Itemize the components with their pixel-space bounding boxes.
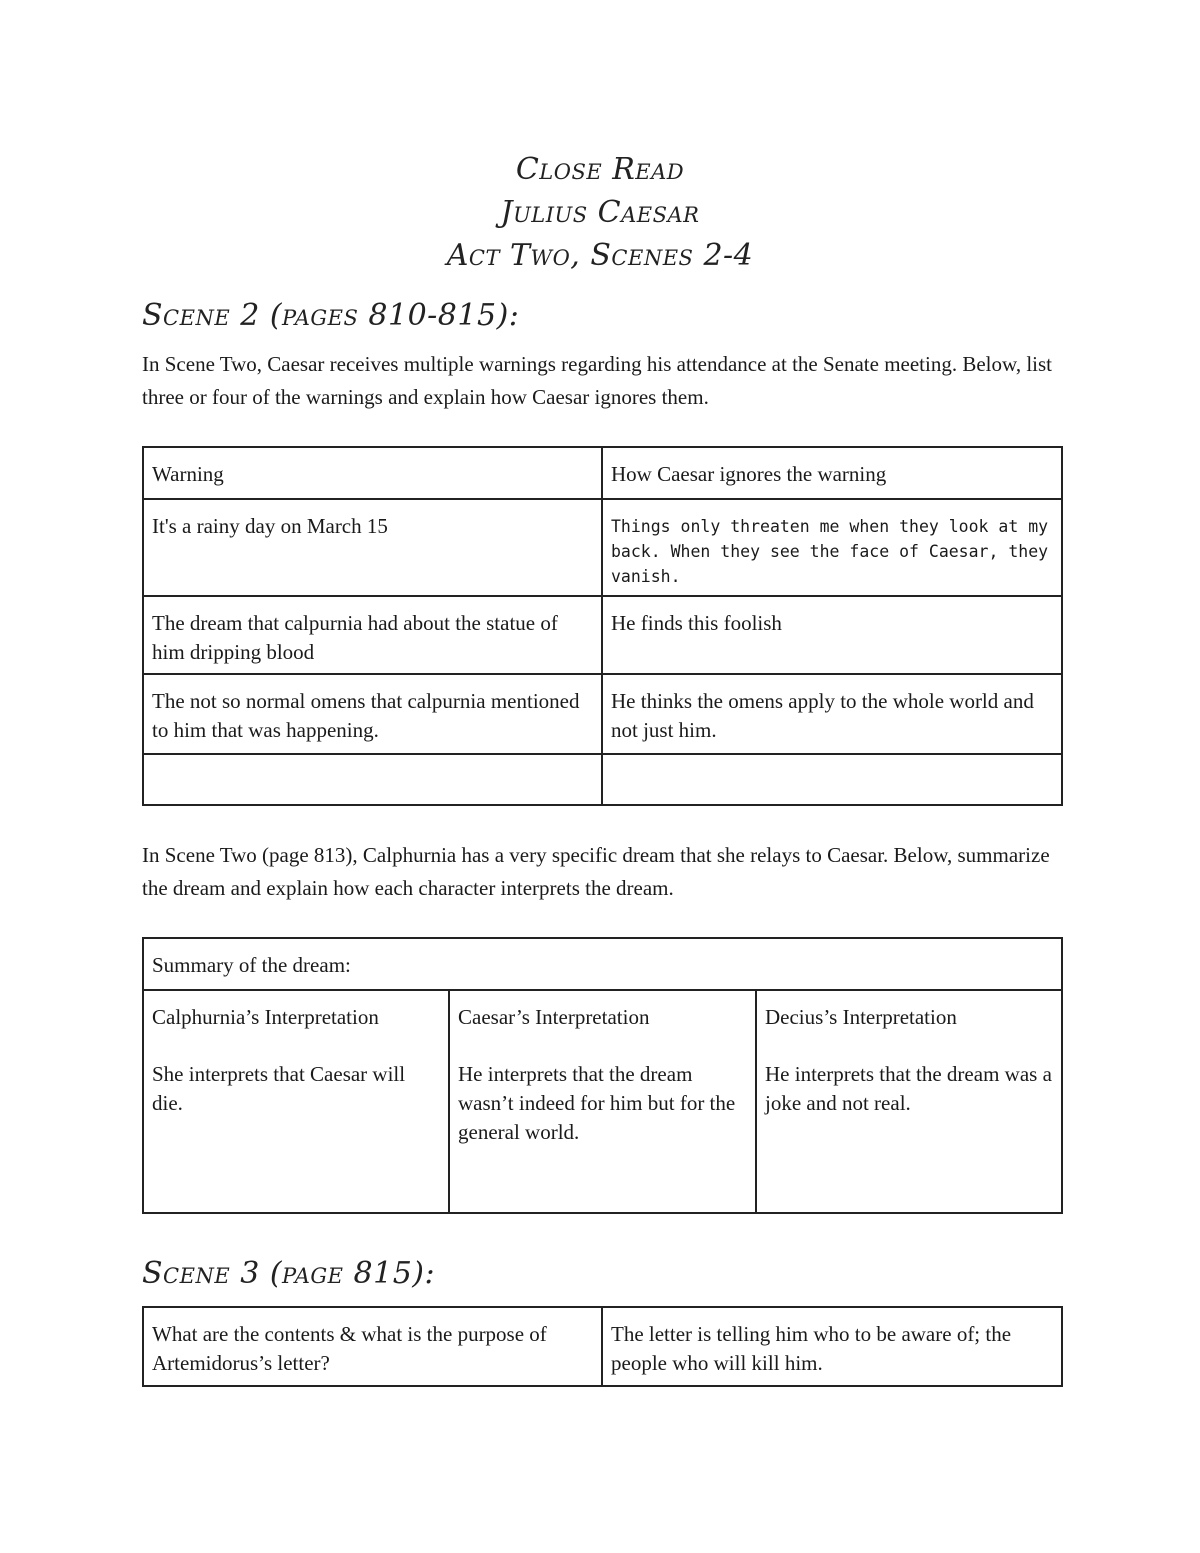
table-row [143, 754, 1062, 805]
title-line-3: Act Two, Scenes 2-4 [446, 238, 754, 273]
scene-2-intro: In Scene Two, Caesar receives multiple warnings regarding his attendance at the Senate meeting. Below, list three or four of the warnings and explain how Caesar ignores them. [142, 352, 1052, 409]
scene-2-heading: Scene 2 (pages 810-815): [142, 298, 520, 333]
interpretations-row [143, 990, 1062, 1213]
table-row [143, 674, 1062, 754]
table-header-row [143, 447, 1062, 499]
dream-summary-row [143, 938, 1062, 990]
warning-header: Warning [143, 447, 602, 499]
caesar-interpretation-cell[interactable] [449, 990, 756, 1213]
warning-cell[interactable]: The dream that calpurnia had about the statue of him dripping blood [143, 596, 602, 674]
artemidorus-table [142, 1306, 1063, 1387]
title-line-2: Julius Caesar [500, 195, 700, 230]
table-row [143, 596, 1062, 674]
scene-3-heading: Scene 3 (page 815): [142, 1256, 436, 1291]
warning-cell[interactable] [143, 754, 602, 805]
table-row [143, 1307, 1062, 1386]
decius-interpretation-label: Decius’s Interpretation [765, 1005, 957, 1029]
ignore-cell[interactable] [602, 754, 1062, 805]
dream-intro: In Scene Two (page 813), Calphurnia has a very specific dream that she relays to Caesar. Below, summarize the dream and explain how each character interprets the dream. [142, 843, 1050, 900]
title-line-1: Close Read [515, 152, 685, 187]
calphurnia-interpretation-label: Calphurnia’s Interpretation [152, 1005, 379, 1029]
ignore-header: How Caesar ignores the warning [602, 447, 1062, 499]
ignore-cell[interactable]: He thinks the omens apply to the whole world and not just him. [602, 674, 1062, 754]
decius-interpretation-cell[interactable] [756, 990, 1062, 1213]
warning-cell[interactable]: It's a rainy day on March 15 [143, 499, 602, 596]
document-title [0, 148, 1200, 277]
letter-answer-cell[interactable]: The letter is telling him who to be aware of; the people who will kill him. [602, 1307, 1062, 1386]
decius-interpretation-text: He interprets that the dream was a joke and not real. [765, 1062, 1052, 1115]
caesar-interpretation-label: Caesar’s Interpretation [458, 1005, 650, 1029]
warning-cell[interactable]: The not so normal omens that calpurnia mentioned to him that was happening. [143, 674, 602, 754]
dream-summary-cell[interactable]: Summary of the dream: [143, 938, 1062, 990]
ignore-cell[interactable]: Things only threaten me when they look at my back. When they see the face of Caesar, they vanish. [602, 499, 1062, 596]
warnings-table [142, 446, 1063, 806]
dream-table [142, 937, 1063, 1214]
calphurnia-interpretation-cell[interactable] [143, 990, 449, 1213]
ignore-cell[interactable]: He finds this foolish [602, 596, 1062, 674]
caesar-interpretation-text: He interprets that the dream wasn’t indeed for him but for the general world. [458, 1062, 736, 1144]
table-row [143, 499, 1062, 596]
letter-question-cell: What are the contents & what is the purpose of Artemidorus’s letter? [143, 1307, 602, 1386]
calphurnia-interpretation-text: She interprets that Caesar will die. [152, 1062, 406, 1115]
